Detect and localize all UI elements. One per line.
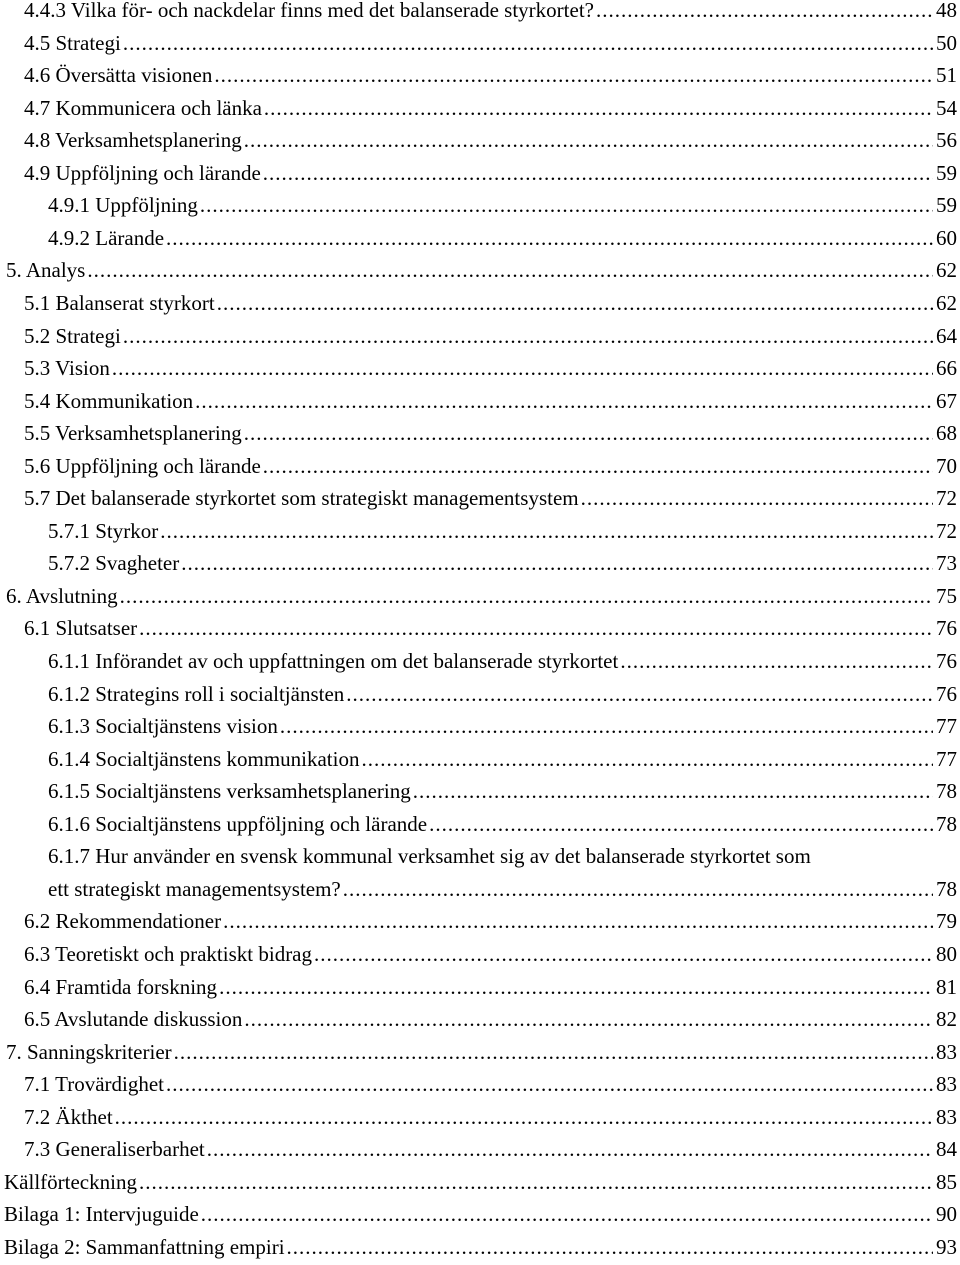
- dot-leader: [223, 907, 933, 935]
- toc-entry-page-number: 60: [933, 224, 957, 252]
- toc-entry-title: 7.2 Äkthet: [24, 1104, 113, 1129]
- toc-entry[interactable]: [0, 1200, 960, 1232]
- toc-entry-title: 5.1 Balanserat styrkort: [24, 290, 215, 315]
- toc-entry[interactable]: [0, 0, 960, 28]
- toc-entry-page-number: 80: [933, 940, 957, 968]
- toc-entry[interactable]: [0, 517, 960, 549]
- dot-leader: [214, 61, 933, 89]
- toc-entry-page-number: 67: [933, 387, 957, 415]
- toc-entry-title: 5.7.1 Styrkor: [48, 518, 159, 543]
- dot-leader: [123, 29, 933, 57]
- toc-entry-title: 6.4 Framtida forskning: [24, 974, 218, 999]
- toc-entry[interactable]: [0, 940, 960, 972]
- toc-entry-title: 6.1.6 Socialtjänstens uppföljning och lärande: [48, 811, 428, 836]
- dot-leader: [244, 1005, 933, 1033]
- toc-entry[interactable]: [0, 61, 960, 93]
- toc-entry-title: 4.9.1 Uppföljning: [48, 193, 198, 218]
- toc-entry[interactable]: [0, 159, 960, 191]
- toc-entry[interactable]: [0, 973, 960, 1005]
- toc-entry-title: Bilaga 2: Sammanfattning empiri: [4, 1234, 285, 1259]
- toc-entry-page-number: 82: [933, 1005, 957, 1033]
- toc-entry[interactable]: [0, 842, 960, 874]
- toc-entry[interactable]: [0, 191, 960, 223]
- toc-entry-page-number: 77: [933, 745, 957, 773]
- toc-entry-title: 7.3 Generaliserbarhet: [24, 1137, 205, 1162]
- toc-entry-title: 6.1.1 Införandet av och uppfattningen om det balanserade styrkortet: [48, 649, 619, 673]
- toc-entry-page-number: 93: [933, 1233, 957, 1261]
- toc-entry[interactable]: [0, 1070, 960, 1102]
- toc-entry-page-number: 72: [933, 484, 957, 512]
- dot-leader: [201, 1200, 933, 1228]
- toc-entry[interactable]: [0, 354, 960, 386]
- dot-leader: [195, 387, 933, 415]
- toc-entry-title: 5.6 Uppföljning och lärande: [24, 453, 261, 478]
- dot-leader: [343, 875, 933, 903]
- toc-entry[interactable]: [0, 29, 960, 61]
- dot-leader: [263, 159, 933, 187]
- toc-entry-page-number: 76: [933, 680, 957, 708]
- toc-entry-page-number: 56: [933, 126, 957, 154]
- dot-leader: [361, 745, 933, 773]
- toc-entry-page-number: 75: [933, 582, 957, 610]
- toc-entry-page-number: 73: [933, 549, 957, 577]
- dot-leader: [244, 419, 933, 447]
- toc-entry[interactable]: [0, 907, 960, 939]
- toc-entry-page-number: 83: [933, 1070, 957, 1098]
- dot-leader: [219, 973, 933, 1001]
- toc-entry-continuation[interactable]: [0, 875, 960, 907]
- toc-entry[interactable]: [0, 1103, 960, 1135]
- toc-entry-title: 6. Avslutning: [6, 583, 118, 608]
- toc-entry-title: 6.3 Teoretiskt och praktiskt bidrag: [24, 941, 313, 966]
- toc-entry-title: 5.7.2 Svagheter: [48, 551, 180, 576]
- dot-leader: [620, 647, 933, 675]
- dot-leader: [207, 1135, 933, 1163]
- toc-entry-title: Bilaga 1: Intervjuguide: [4, 1202, 199, 1227]
- dot-leader: [263, 452, 933, 480]
- dot-leader: [217, 289, 933, 317]
- toc-entry-title: ett strategiskt managementsystem?: [48, 876, 341, 901]
- toc-entry-title: 6.2 Rekommendationer: [24, 909, 222, 934]
- toc-entry-page-number: 84: [933, 1135, 957, 1163]
- dot-leader: [181, 549, 933, 577]
- toc-entry-page-number: 66: [933, 354, 957, 382]
- toc-entry-title: 5.5 Verksamhetsplanering: [24, 421, 242, 446]
- toc-entry-page-number: 76: [933, 647, 957, 675]
- dot-leader: [596, 0, 933, 24]
- dot-leader: [139, 614, 933, 642]
- dot-leader: [112, 354, 933, 382]
- toc-entry-title: Källförteckning: [4, 1169, 137, 1194]
- toc-entry-title: 5.3 Vision: [24, 356, 110, 381]
- dot-leader: [160, 517, 933, 545]
- toc-entry[interactable]: [0, 712, 960, 744]
- toc-entry-title: 4.8 Verksamhetsplanering: [24, 128, 242, 153]
- toc-entry-title: 4.6 Översätta visionen: [24, 63, 213, 88]
- dot-leader: [244, 126, 933, 154]
- toc-entry-page-number: 68: [933, 419, 957, 447]
- toc-entry[interactable]: [0, 289, 960, 321]
- toc-entry-page-number: 51: [933, 61, 957, 89]
- dot-leader: [120, 582, 933, 610]
- toc-entry-title: 5.4 Kommunikation: [24, 388, 194, 413]
- toc-entry-title: 6.5 Avslutande diskussion: [24, 1007, 243, 1032]
- toc-entry[interactable]: [0, 1233, 960, 1265]
- toc-entry-page-number: 78: [933, 875, 957, 903]
- toc-entry-title: 6.1 Slutsatser: [24, 616, 138, 641]
- toc-entry[interactable]: [0, 322, 960, 354]
- dot-leader: [166, 1070, 933, 1098]
- toc-entry-title: 7.1 Trovärdighet: [24, 1072, 165, 1097]
- toc-entry-title: 6.1.7 Hur använder en svensk kommunal verksamhet sig av det balanserade styrkortet som: [48, 844, 811, 869]
- toc-entry-page-number: 77: [933, 712, 957, 740]
- dot-leader: [87, 256, 933, 284]
- toc-entry[interactable]: [0, 419, 960, 451]
- toc-entry-page-number: 62: [933, 289, 957, 317]
- toc-entry[interactable]: [0, 387, 960, 419]
- toc-entry[interactable]: [0, 582, 960, 614]
- toc-entry-title: 6.1.2 Strategins roll i socialtjänsten: [48, 681, 345, 706]
- dot-leader: [174, 1038, 933, 1066]
- toc-entry-title: 4.9 Uppföljning och lärande: [24, 160, 261, 185]
- toc-entry-title: 5.2 Strategi: [24, 323, 121, 348]
- toc-entry[interactable]: [0, 614, 960, 646]
- dot-leader: [166, 224, 933, 252]
- toc-entry-page-number: 72: [933, 517, 957, 545]
- toc-entry[interactable]: [0, 256, 960, 288]
- dot-leader: [314, 940, 933, 968]
- toc-entry-page-number: 64: [933, 322, 957, 350]
- toc-entry-title: 4.4.3 Vilka för- och nackdelar finns med det balanserade styrkortet?: [24, 0, 596, 24]
- toc-entry-page-number: 76: [933, 614, 957, 642]
- toc-entry[interactable]: [0, 1168, 960, 1200]
- toc-entry[interactable]: [0, 94, 960, 126]
- dot-leader: [346, 680, 933, 708]
- toc-entry-page-number: 79: [933, 907, 957, 935]
- toc-entry[interactable]: [0, 1038, 960, 1070]
- dot-leader: [139, 1168, 933, 1196]
- toc-entry[interactable]: [0, 1135, 960, 1167]
- toc-entry-page-number: 70: [933, 452, 957, 480]
- toc-entry-title: 5. Analys: [6, 258, 86, 283]
- dot-leader: [581, 484, 933, 512]
- toc-entry-title: 6.1.3 Socialtjänstens vision: [48, 714, 278, 739]
- toc-entry[interactable]: [0, 647, 960, 679]
- toc-entry-page-number: 78: [933, 777, 957, 805]
- toc-entry[interactable]: [0, 549, 960, 581]
- toc-entry-title: 4.5 Strategi: [24, 30, 121, 55]
- dot-leader: [264, 94, 933, 122]
- toc-entry-page-number: 83: [933, 1038, 957, 1066]
- toc-entry-page-number: 85: [933, 1168, 957, 1196]
- toc-entry[interactable]: [0, 1005, 960, 1037]
- dot-leader: [280, 712, 933, 740]
- toc-entry[interactable]: [0, 484, 960, 516]
- toc-entry-title: 6.1.5 Socialtjänstens verksamhetsplanering: [48, 779, 411, 804]
- toc-entry[interactable]: [0, 126, 960, 158]
- toc-entry-page-number: 50: [933, 29, 957, 57]
- toc-entry-page-number: 81: [933, 973, 957, 1001]
- toc-entry-page-number: 59: [933, 191, 957, 219]
- toc-entry-title: 4.7 Kommunicera och länka: [24, 95, 262, 120]
- toc-entry[interactable]: [0, 745, 960, 777]
- toc-entry-title: 5.7 Det balanserade styrkortet som strategiskt managementsystem: [24, 486, 579, 511]
- toc-entry[interactable]: [0, 452, 960, 484]
- dot-leader: [429, 810, 933, 838]
- toc-entry-page-number: 90: [933, 1200, 957, 1228]
- dot-leader: [200, 191, 933, 219]
- dot-leader: [287, 1233, 933, 1261]
- toc-entry[interactable]: [0, 777, 960, 809]
- toc-entry-page-number: 62: [933, 256, 957, 284]
- toc-entry-page-number: 48: [933, 0, 957, 24]
- toc-entry-title: 4.9.2 Lärande: [48, 225, 165, 250]
- toc-entry[interactable]: [0, 680, 960, 712]
- toc-entry[interactable]: [0, 810, 960, 842]
- toc-entry-title: 7. Sanningskriterier: [6, 1039, 172, 1064]
- toc-entry-title: 6.1.4 Socialtjänstens kommunikation: [48, 746, 360, 771]
- dot-leader: [123, 322, 933, 350]
- dot-leader: [413, 777, 933, 805]
- dot-leader: [115, 1103, 933, 1131]
- toc-entry-page-number: 83: [933, 1103, 957, 1131]
- toc-entry-page-number: 54: [933, 94, 957, 122]
- toc-entry-page-number: 59: [933, 159, 957, 187]
- toc-entry[interactable]: [0, 224, 960, 256]
- toc-entry-page-number: 78: [933, 810, 957, 838]
